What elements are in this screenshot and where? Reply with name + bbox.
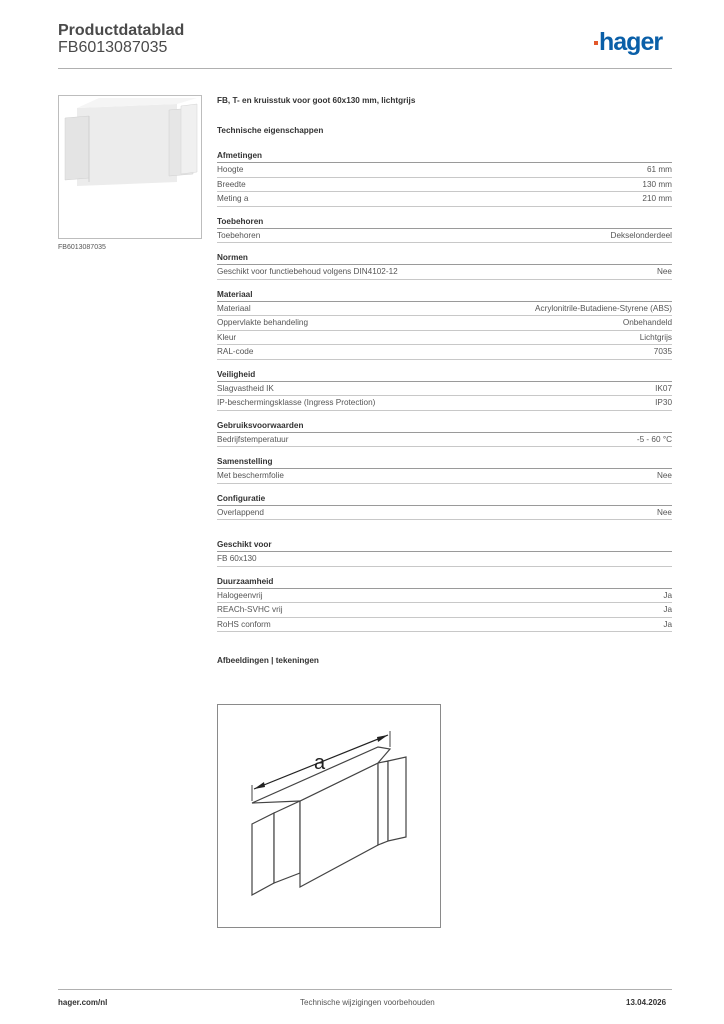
spec-value: Ja xyxy=(663,619,672,629)
spec-row xyxy=(217,331,672,346)
spec-row xyxy=(217,618,672,633)
spec-section xyxy=(217,253,672,280)
section-heading: Veiligheid xyxy=(217,370,672,382)
footer-website[interactable]: hager.com/nl xyxy=(58,998,108,1007)
section-heading: Normen xyxy=(217,253,672,265)
spec-row xyxy=(217,506,672,521)
section-heading: Afmetingen xyxy=(217,151,672,163)
spec-label: Oppervlakte behandeling xyxy=(217,318,309,327)
section-heading: Materiaal xyxy=(217,290,672,302)
spec-row xyxy=(217,345,672,360)
spec-row xyxy=(217,229,672,244)
spec-value: Dekselonderdeel xyxy=(610,230,672,240)
spec-section xyxy=(217,457,672,484)
spec-value: Ja xyxy=(663,590,672,600)
spec-row xyxy=(217,382,672,397)
section-heading: Toebehoren xyxy=(217,217,672,229)
spec-value: 61 mm xyxy=(646,165,672,174)
spec-value: 210 mm xyxy=(642,194,672,203)
spec-row xyxy=(217,433,672,448)
section-heading: Geschikt voor xyxy=(217,540,672,552)
spec-label: Met beschermfolie xyxy=(217,471,284,480)
technical-drawing xyxy=(217,704,441,928)
spec-row xyxy=(217,589,672,604)
spec-value: IK07 xyxy=(655,383,672,393)
spec-label: Overlappend xyxy=(217,507,264,517)
product-code: FB6013087035 xyxy=(58,39,168,56)
spec-value: Ja xyxy=(663,605,672,614)
dimension-label: a xyxy=(314,752,326,774)
spec-value: 7035 xyxy=(653,347,672,356)
footer-disclaimer: Technische wijzigingen voorbehouden xyxy=(300,998,435,1007)
product-photo-icon xyxy=(59,96,201,238)
spec-value: Nee xyxy=(656,471,672,480)
spec-value: Lichtgrijs xyxy=(639,332,672,342)
footer-divider xyxy=(58,989,672,990)
spec-section xyxy=(217,290,672,360)
spec-row xyxy=(217,302,672,317)
thumbnail-caption: FB6013087035 xyxy=(58,244,106,251)
spec-sections xyxy=(217,151,672,520)
spec-label: IP-beschermingsklasse (Ingress Protection) xyxy=(217,398,376,407)
section-heading: Configuratie xyxy=(217,494,672,506)
spec-section xyxy=(217,151,672,207)
spec-row xyxy=(217,192,672,207)
spec-row xyxy=(217,178,672,193)
spec-value: 130 mm xyxy=(642,179,672,189)
spec-label: FB 60x130 xyxy=(217,554,257,563)
spec-value: Onbehandeld xyxy=(622,318,672,327)
spec-value: -5 - 60 °C xyxy=(636,434,672,444)
spec-row xyxy=(217,316,672,331)
spec-row xyxy=(217,552,672,567)
spec-value: IP30 xyxy=(655,398,672,407)
suitable-section xyxy=(217,540,672,567)
logo-dot-icon xyxy=(594,41,598,45)
spec-row xyxy=(217,603,672,618)
spec-label: Toebehoren xyxy=(217,230,261,240)
tech-heading: Technische eigenschappen xyxy=(217,126,324,135)
header-divider xyxy=(58,68,672,69)
spec-row xyxy=(217,163,672,178)
spec-section xyxy=(217,421,672,448)
spec-label: RAL-code xyxy=(217,347,254,356)
spec-label: Hoogte xyxy=(217,165,244,174)
spec-value: Nee xyxy=(656,267,672,276)
dimension-drawing-icon xyxy=(218,705,440,927)
spec-label: Meting a xyxy=(217,194,249,203)
spec-content xyxy=(217,96,672,667)
spec-row xyxy=(217,396,672,411)
sustainability-section xyxy=(217,577,672,633)
spec-value: Acrylonitrile-Butadiene-Styrene (ABS) xyxy=(535,303,672,313)
drawings-heading: Afbeeldingen | tekeningen xyxy=(217,656,319,665)
spec-label: REACh-SVHC vrij xyxy=(217,605,283,614)
spec-label: Slagvastheid IK xyxy=(217,383,274,393)
product-thumbnail xyxy=(58,95,202,239)
spec-section xyxy=(217,494,672,521)
spec-label: Bedrijfstemperatuur xyxy=(217,434,289,444)
spec-value: Nee xyxy=(656,507,672,517)
section-heading: Samenstelling xyxy=(217,457,672,469)
product-title: FB, T- en kruisstuk voor goot 60x130 mm, lichtgrijs xyxy=(217,96,416,105)
section-heading: Gebruiksvoorwaarden xyxy=(217,421,672,433)
section-heading: Duurzaamheid xyxy=(217,577,672,589)
spec-section xyxy=(217,217,672,244)
spec-label: Halogeenvrij xyxy=(217,590,263,600)
spec-label: Kleur xyxy=(217,332,237,342)
spec-section xyxy=(217,370,672,411)
spec-label: RoHS conform xyxy=(217,619,271,629)
hager-logo: hager xyxy=(594,28,662,57)
spec-label: Materiaal xyxy=(217,303,251,313)
spec-row xyxy=(217,469,672,484)
spec-label: Breedte xyxy=(217,179,246,189)
page-title: Productdatablad xyxy=(58,22,185,39)
spec-row xyxy=(217,265,672,280)
footer-date: 13.04.2026 xyxy=(626,998,667,1007)
spec-label: Geschikt voor functiebehoud volgens DIN4102-12 xyxy=(217,267,398,276)
